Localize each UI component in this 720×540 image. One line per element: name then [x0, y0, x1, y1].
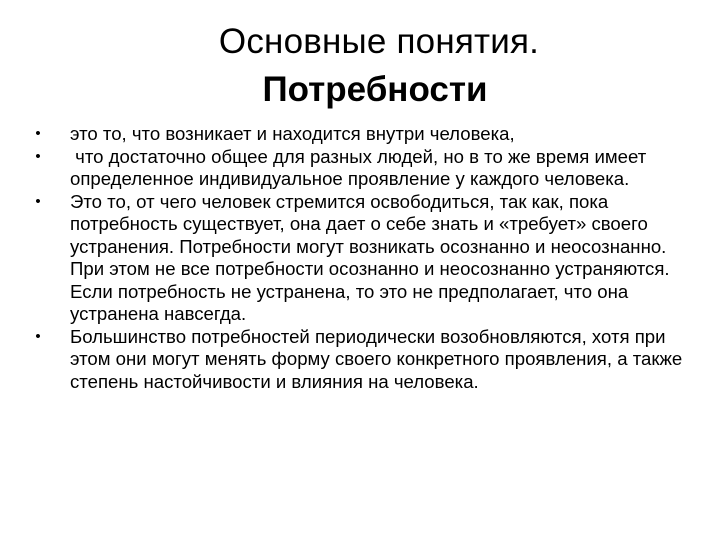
- title-line-main: Основные понятия.: [218, 22, 540, 61]
- bullet-item: [30, 326, 690, 394]
- bullet-item: [30, 191, 690, 326]
- bullet-text: Это то, от чего человек стремится освободиться, так как, пока потребность существует, она дает о себе знать и «требует» своего устранения. Потребности могут возникать осознанно и неосознанно. При этом не все потребности осознанно и неосознанно устраняются. Если потребность не устранена, то это не предполагает, что она устранена навсегда.: [70, 190, 670, 324]
- bullet-list: [30, 123, 690, 393]
- bullet-item: [30, 146, 690, 191]
- title-line-bold: Потребности: [262, 70, 488, 109]
- bullet-dot-icon: •: [35, 192, 41, 210]
- bullet-text: Большинство потребностей периодически возобновляются, хотя при этом они могут менять форму своего конкретного проявления, а также степень настойчивости и влияния на человека.: [70, 325, 683, 392]
- bullet-text: это то, что возникает и находится внутри человека,: [70, 123, 515, 144]
- bullet-item: [30, 123, 690, 146]
- bullet-text: что достаточно общее для разных людей, но в то же время имеет определенное индивидуальное проявление у каждого человека.: [70, 145, 652, 189]
- bullet-dot-icon: •: [35, 125, 41, 142]
- bullet-dot-icon: •: [35, 327, 41, 345]
- slide-title: [0, 18, 720, 114]
- bullet-dot-icon: •: [35, 147, 41, 165]
